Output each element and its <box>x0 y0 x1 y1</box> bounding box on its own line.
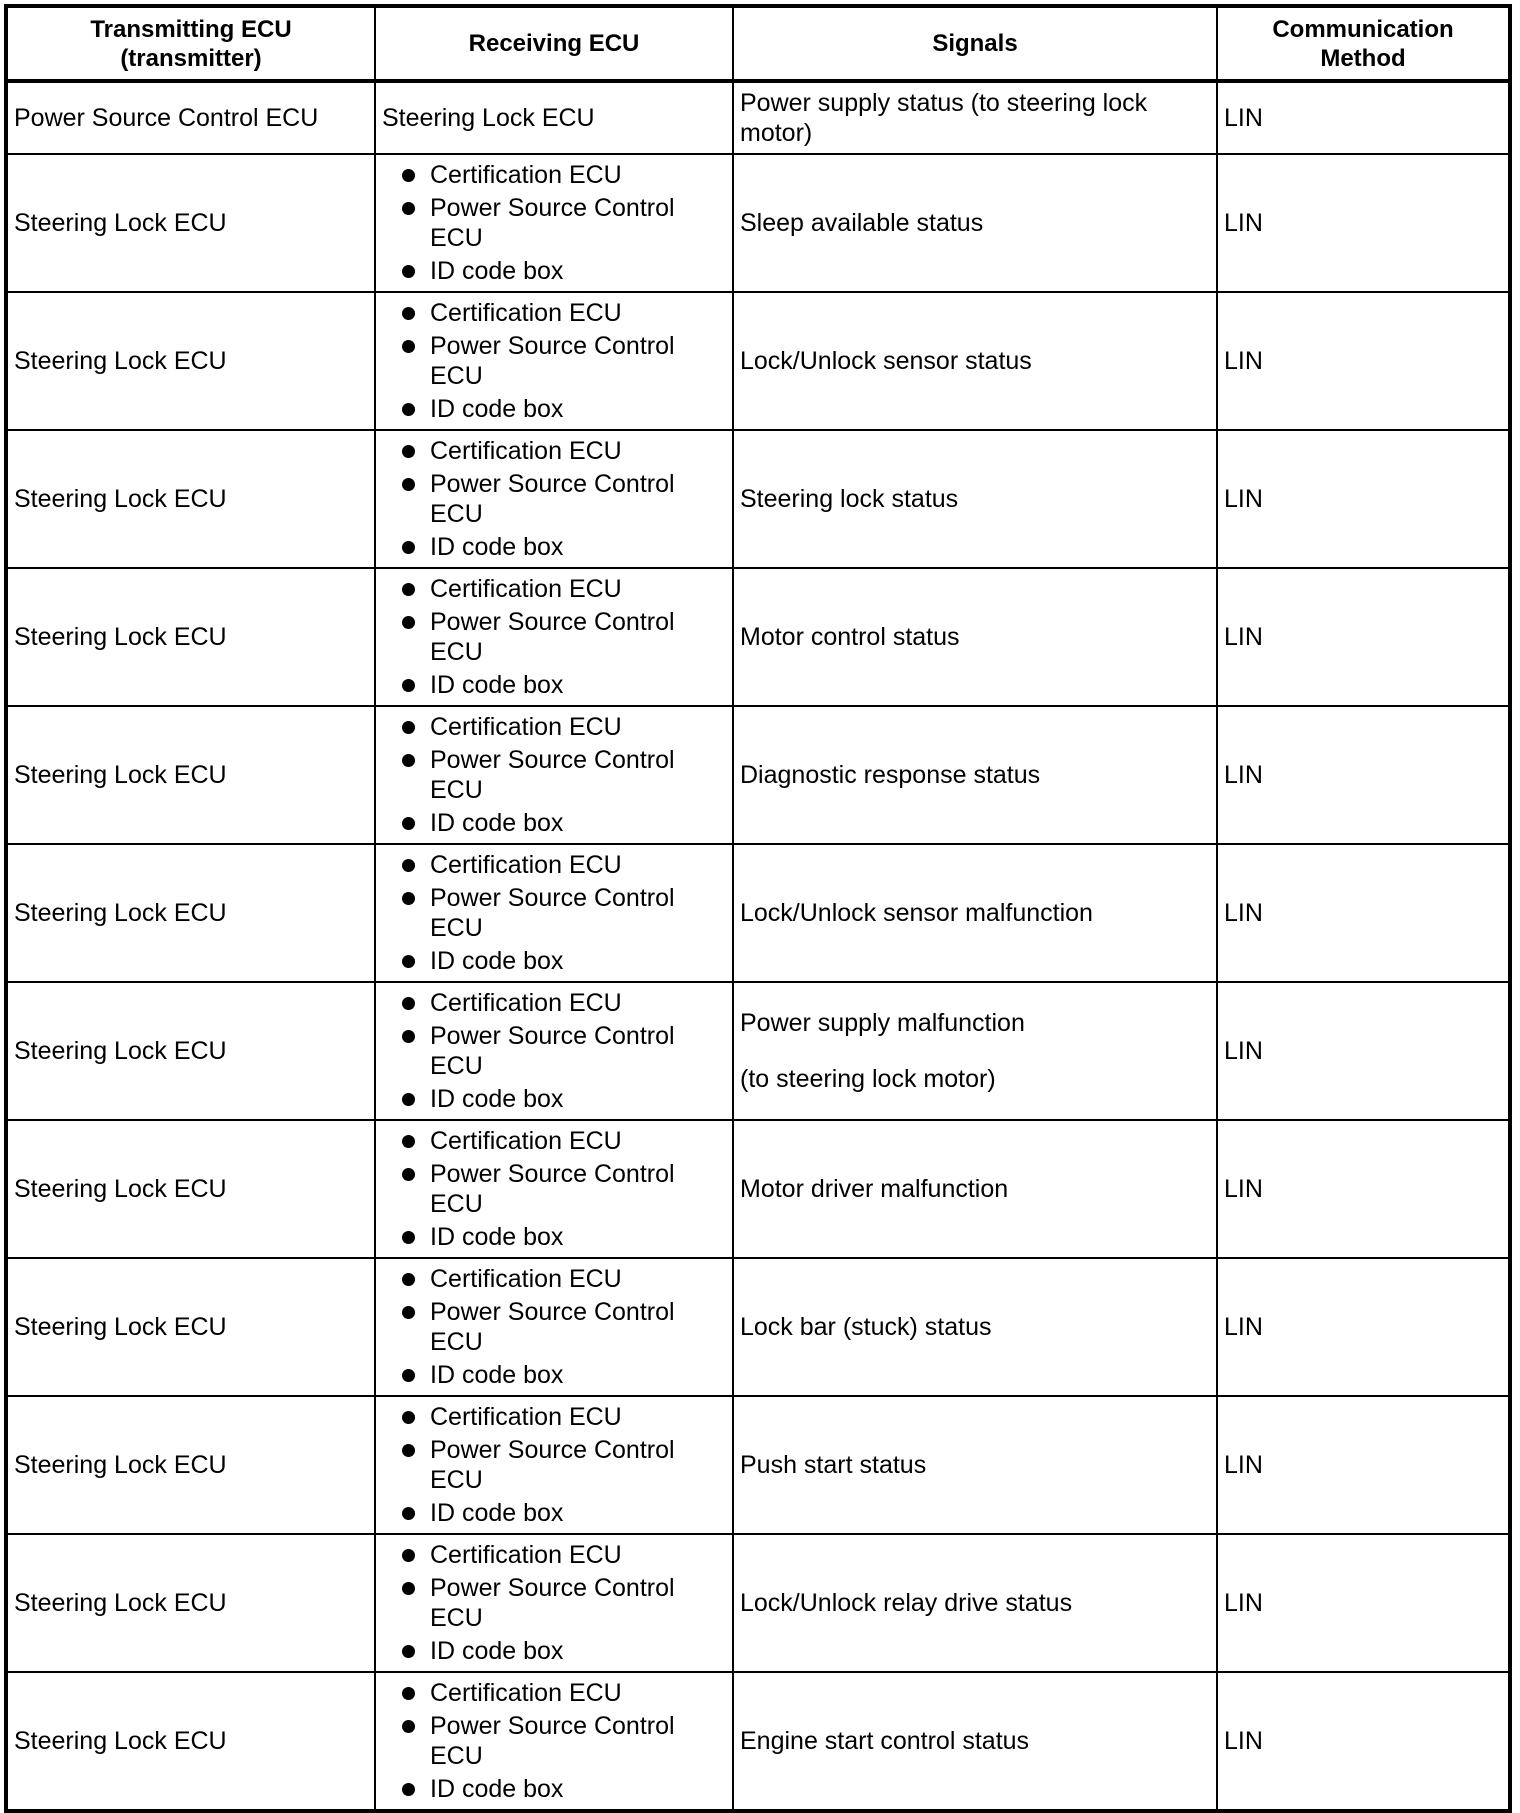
bullet-icon <box>402 754 415 767</box>
method-cell: LIN <box>1217 81 1510 154</box>
receiver-list <box>382 1402 724 1528</box>
receiver-item <box>400 298 724 328</box>
table-row <box>6 1120 1510 1258</box>
receiver-cell <box>375 154 733 292</box>
receiver-label: Power Source Control ECU <box>430 1436 675 1494</box>
receiver-cell <box>375 292 733 430</box>
receiver-label: Certification ECU <box>430 161 622 189</box>
signal-text: Lock/Unlock sensor malfunction <box>740 899 1093 927</box>
bullet-icon <box>402 892 415 905</box>
receiver-label: Certification ECU <box>430 1403 622 1431</box>
transmitter-cell: Steering Lock ECU <box>6 1120 375 1258</box>
signal-text: Push start status <box>740 1451 927 1479</box>
signal-cell <box>733 844 1217 982</box>
table-header-row <box>6 6 1510 81</box>
receiver-list <box>382 850 724 976</box>
receiver-list <box>382 298 724 424</box>
receiver-label: ID code box <box>430 257 564 285</box>
signal-text: Engine start control status <box>740 1727 1030 1755</box>
bullet-icon <box>402 1411 415 1424</box>
table-row <box>6 1258 1510 1396</box>
receiver-item <box>400 436 724 466</box>
header-communication-method <box>1217 6 1510 81</box>
receiver-label: Power Source Control ECU <box>430 1712 675 1770</box>
transmitter-cell: Steering Lock ECU <box>6 292 375 430</box>
receiver-label: Power Source Control ECU <box>430 1574 675 1632</box>
method-cell: LIN <box>1217 1534 1510 1672</box>
receiver-item <box>400 1021 724 1081</box>
bullet-icon <box>402 1687 415 1700</box>
signal-cell: Power supply status (to steering lock motor) <box>733 81 1217 154</box>
signal-cell <box>733 292 1217 430</box>
receiver-item <box>400 574 724 604</box>
receiver-label: ID code box <box>430 395 564 423</box>
table-row <box>6 430 1510 568</box>
receiver-item <box>400 1678 724 1708</box>
receiver-item <box>400 946 724 976</box>
receiver-label: ID code box <box>430 1499 564 1527</box>
signal-cell <box>733 430 1217 568</box>
bullet-icon <box>402 1369 415 1382</box>
receiver-label: ID code box <box>430 1223 564 1251</box>
receiver-item <box>400 808 724 838</box>
receiver-item <box>400 1222 724 1252</box>
signal-cell <box>733 982 1217 1120</box>
method-cell: LIN <box>1217 1120 1510 1258</box>
bullet-icon <box>402 616 415 629</box>
transmitter-cell: Steering Lock ECU <box>6 568 375 706</box>
signal-text: Lock/Unlock relay drive status <box>740 1589 1073 1617</box>
signal-text: Lock/Unlock sensor status <box>740 347 1032 375</box>
table-row <box>6 706 1510 844</box>
receiver-item <box>400 1573 724 1633</box>
receiver-item <box>400 1711 724 1771</box>
receiver-cell <box>375 1396 733 1534</box>
method-cell: LIN <box>1217 568 1510 706</box>
method-cell: LIN <box>1217 1672 1510 1811</box>
bullet-icon <box>402 1444 415 1457</box>
header-method-line1: Communication <box>1272 15 1454 43</box>
bullet-icon <box>402 679 415 692</box>
signal-cell <box>733 706 1217 844</box>
receiver-cell: Steering Lock ECU <box>375 81 733 154</box>
signal-cell <box>733 1120 1217 1258</box>
receiver-cell <box>375 430 733 568</box>
receiver-item <box>400 193 724 253</box>
method-cell: LIN <box>1217 982 1510 1120</box>
receiver-label: Certification ECU <box>430 713 622 741</box>
transmitter-cell: Steering Lock ECU <box>6 1396 375 1534</box>
receiver-label: ID code box <box>430 533 564 561</box>
header-transmitting-ecu-line2: (transmitter) <box>120 44 262 72</box>
method-cell: LIN <box>1217 844 1510 982</box>
bullet-icon <box>402 1783 415 1796</box>
method-cell: LIN <box>1217 292 1510 430</box>
bullet-icon <box>402 583 415 596</box>
receiver-label: Power Source Control ECU <box>430 332 675 390</box>
receiver-list <box>382 1678 724 1804</box>
receiver-item <box>400 1159 724 1219</box>
table-row <box>6 154 1510 292</box>
table-row <box>6 292 1510 430</box>
receiver-cell <box>375 982 733 1120</box>
receiver-item <box>400 394 724 424</box>
receiver-item <box>400 607 724 667</box>
receiver-label: Certification ECU <box>430 1265 622 1293</box>
bullet-icon <box>402 541 415 554</box>
receiver-cell <box>375 1672 733 1811</box>
receiver-item <box>400 1264 724 1294</box>
bullet-icon <box>402 1030 415 1043</box>
receiver-label: Power Source Control ECU <box>430 608 675 666</box>
transmitter-cell: Steering Lock ECU <box>6 982 375 1120</box>
bullet-icon <box>402 955 415 968</box>
receiver-list <box>382 436 724 562</box>
receiver-cell <box>375 568 733 706</box>
receiver-item <box>400 1435 724 1495</box>
receiver-list <box>382 160 724 286</box>
method-cell: LIN <box>1217 154 1510 292</box>
receiver-label: ID code box <box>430 947 564 975</box>
receiver-item <box>400 469 724 529</box>
signal-cell <box>733 1672 1217 1811</box>
receiver-label: Certification ECU <box>430 437 622 465</box>
receiver-label: Power Source Control ECU <box>430 194 675 252</box>
table-row <box>6 1396 1510 1534</box>
header-receiving-ecu: Receiving ECU <box>375 6 733 81</box>
receiver-cell <box>375 1534 733 1672</box>
receiver-list <box>382 988 724 1114</box>
signal-text: (to steering lock motor) <box>740 1065 996 1093</box>
receiver-list <box>382 712 724 838</box>
receiver-list <box>382 1126 724 1252</box>
bullet-icon <box>402 817 415 830</box>
receiver-label: Certification ECU <box>430 1541 622 1569</box>
table-row <box>6 982 1510 1120</box>
receiver-item <box>400 1126 724 1156</box>
bullet-icon <box>402 1168 415 1181</box>
signal-cell <box>733 1396 1217 1534</box>
header-signals: Signals <box>733 6 1217 81</box>
method-cell: LIN <box>1217 706 1510 844</box>
table-row <box>6 844 1510 982</box>
transmitter-cell: Steering Lock ECU <box>6 154 375 292</box>
transmitter-cell: Steering Lock ECU <box>6 1672 375 1811</box>
header-transmitting-ecu <box>6 6 375 81</box>
receiver-item <box>400 745 724 805</box>
bullet-icon <box>402 1549 415 1562</box>
receiver-list <box>382 1540 724 1666</box>
bullet-icon <box>402 1135 415 1148</box>
receiver-item <box>400 532 724 562</box>
table-row <box>6 81 1510 154</box>
signal-text: Power supply malfunction <box>740 1009 1025 1037</box>
receiver-cell <box>375 706 733 844</box>
receiver-item <box>400 1498 724 1528</box>
header-method-line2: Method <box>1320 44 1406 72</box>
receiver-item <box>400 1402 724 1432</box>
table-row <box>6 1534 1510 1672</box>
table-row <box>6 568 1510 706</box>
signal-cell <box>733 1534 1217 1672</box>
receiver-label: Certification ECU <box>430 575 622 603</box>
method-cell: LIN <box>1217 1396 1510 1534</box>
receiver-label: Certification ECU <box>430 989 622 1017</box>
receiver-item <box>400 883 724 943</box>
bullet-icon <box>402 307 415 320</box>
bullet-icon <box>402 1507 415 1520</box>
receiver-item <box>400 1774 724 1804</box>
transmitter-cell: Steering Lock ECU <box>6 1534 375 1672</box>
receiver-label: ID code box <box>430 809 564 837</box>
bullet-icon <box>402 997 415 1010</box>
receiver-item <box>400 850 724 880</box>
receiver-label: Power Source Control ECU <box>430 1160 675 1218</box>
bullet-icon <box>402 478 415 491</box>
receiver-label: ID code box <box>430 1775 564 1803</box>
transmitter-cell: Steering Lock ECU <box>6 844 375 982</box>
bullet-icon <box>402 202 415 215</box>
receiver-label: Power Source Control ECU <box>430 470 675 528</box>
method-cell: LIN <box>1217 430 1510 568</box>
receiver-label: ID code box <box>430 1361 564 1389</box>
bullet-icon <box>402 721 415 734</box>
signal-text: Steering lock status <box>740 485 959 513</box>
signal-text: Diagnostic response status <box>740 761 1041 789</box>
table-row <box>6 1672 1510 1811</box>
signal-text: Motor control status <box>740 623 960 651</box>
receiver-cell <box>375 1120 733 1258</box>
receiver-item <box>400 712 724 742</box>
bullet-icon <box>402 1231 415 1244</box>
bullet-icon <box>402 1720 415 1733</box>
receiver-label: Power Source Control ECU <box>430 1022 675 1080</box>
bullet-icon <box>402 340 415 353</box>
signal-cell <box>733 154 1217 292</box>
bullet-icon <box>402 1306 415 1319</box>
receiver-label: Certification ECU <box>430 1679 622 1707</box>
bullet-icon <box>402 403 415 416</box>
receiver-item <box>400 1636 724 1666</box>
receiver-label: Certification ECU <box>430 851 622 879</box>
bullet-icon <box>402 445 415 458</box>
receiver-item <box>400 1360 724 1390</box>
receiver-label: ID code box <box>430 1085 564 1113</box>
receiver-list <box>382 1264 724 1390</box>
transmitter-cell: Steering Lock ECU <box>6 430 375 568</box>
receiver-label: ID code box <box>430 1637 564 1665</box>
bullet-icon <box>402 1582 415 1595</box>
method-cell: LIN <box>1217 1258 1510 1396</box>
signal-text: Sleep available status <box>740 209 984 237</box>
receiver-label: ID code box <box>430 671 564 699</box>
header-transmitting-ecu-line1: Transmitting ECU <box>90 15 292 43</box>
ecu-communication-table <box>4 4 1512 1813</box>
receiver-item <box>400 1540 724 1570</box>
bullet-icon <box>402 169 415 182</box>
bullet-icon <box>402 859 415 872</box>
receiver-cell <box>375 1258 733 1396</box>
transmitter-cell: Steering Lock ECU <box>6 706 375 844</box>
receiver-label: Certification ECU <box>430 299 622 327</box>
signal-text: Motor driver malfunction <box>740 1175 1009 1203</box>
signal-text: Lock bar (stuck) status <box>740 1313 992 1341</box>
signal-cell <box>733 1258 1217 1396</box>
receiver-item <box>400 160 724 190</box>
receiver-label: Power Source Control ECU <box>430 884 675 942</box>
bullet-icon <box>402 1093 415 1106</box>
bullet-icon <box>402 1273 415 1286</box>
receiver-list <box>382 574 724 700</box>
transmitter-cell: Steering Lock ECU <box>6 1258 375 1396</box>
receiver-label: Power Source Control ECU <box>430 1298 675 1356</box>
receiver-item <box>400 1084 724 1114</box>
receiver-item <box>400 1297 724 1357</box>
transmitter-cell: Power Source Control ECU <box>6 81 375 154</box>
receiver-item <box>400 670 724 700</box>
bullet-icon <box>402 265 415 278</box>
signal-cell <box>733 568 1217 706</box>
bullet-icon <box>402 1645 415 1658</box>
receiver-item <box>400 256 724 286</box>
receiver-label: Certification ECU <box>430 1127 622 1155</box>
receiver-item <box>400 331 724 391</box>
receiver-cell <box>375 844 733 982</box>
receiver-item <box>400 988 724 1018</box>
receiver-label: Power Source Control ECU <box>430 746 675 804</box>
